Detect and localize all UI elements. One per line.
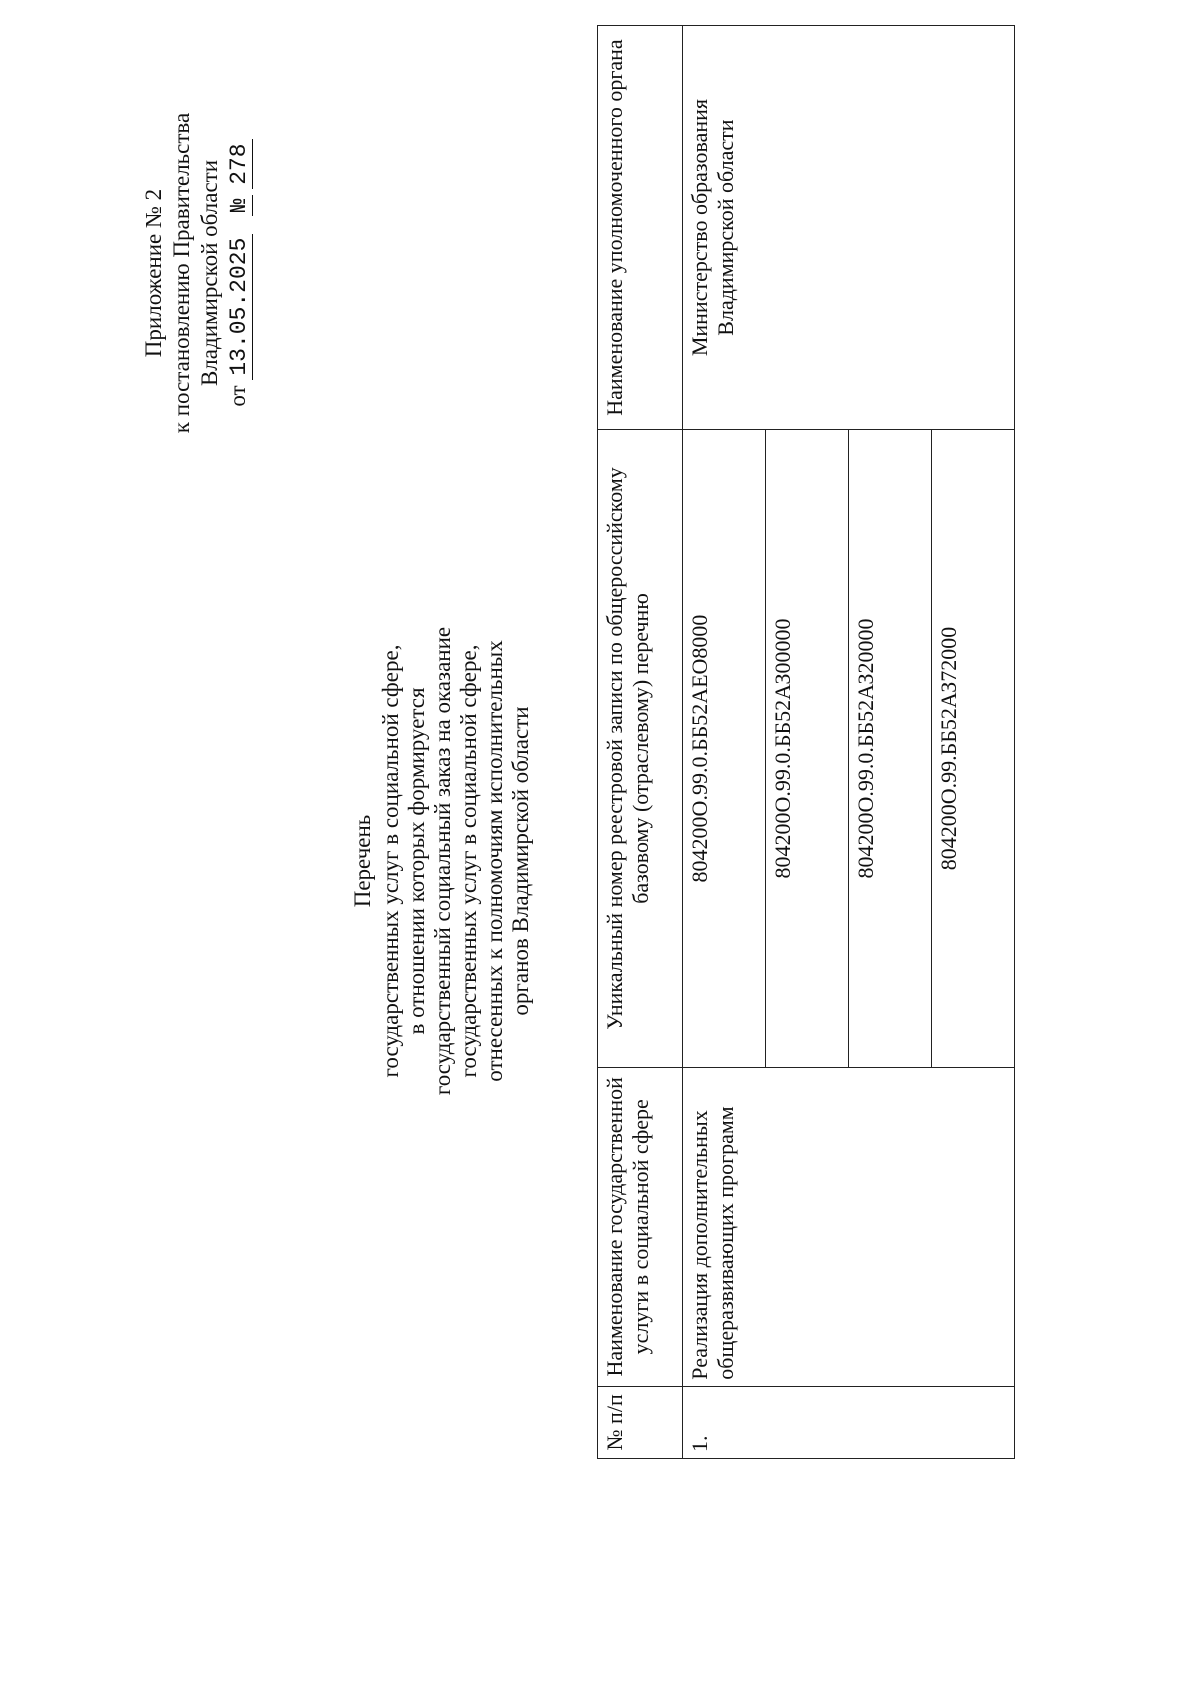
document-heading xyxy=(350,581,534,1141)
header-num: № п/п xyxy=(598,1386,683,1458)
heading-title: Перечень xyxy=(350,814,375,908)
services-table xyxy=(597,25,1015,1459)
header-authority: Наименование уполномоченного органа xyxy=(598,26,683,430)
cell-service: Реализация дополнительных общеразвивающих программ xyxy=(683,1067,1015,1386)
cell-registry-code: 804200О.99.0.ББ52АЗ00000 xyxy=(766,430,849,1068)
heading-line: государственных услуг в социальной сфере, xyxy=(456,644,481,1078)
cell-registry-code: 804200О.99.0.ББ52АЕО8000 xyxy=(683,430,766,1068)
appendix-date-line xyxy=(224,93,253,453)
resolution-number: 278 xyxy=(226,139,253,188)
cell-authority: Министерство образования Владимирской области xyxy=(683,26,1015,430)
heading-line: в отношении которых формируется xyxy=(404,687,429,1035)
table-row xyxy=(683,26,766,1459)
appendix-resolution-line: к постановлению Правительства xyxy=(169,112,194,434)
number-prefix: № xyxy=(226,195,253,217)
heading-line: органов Владимирской области xyxy=(508,706,533,1016)
cell-num: 1. xyxy=(683,1386,1015,1458)
heading-line: государственный социальный заказ на оказание xyxy=(430,626,455,1096)
appendix-title: Приложение № 2 xyxy=(141,188,166,358)
cell-registry-code: 804200О.99.ББ52АЗ72000 xyxy=(932,430,1015,1068)
cell-registry-code: 804200О.99.0.ББ52АЗ20000 xyxy=(849,430,932,1068)
appendix-block xyxy=(140,93,253,453)
header-registry-number: Уникальный номер реестровой записи по общероссийскому базовому (отраслевому) перечню xyxy=(598,430,683,1068)
resolution-date: 13.05.2025 xyxy=(226,234,253,380)
date-prefix: от xyxy=(225,385,250,407)
heading-line: государственных услуг в социальной сфере, xyxy=(378,644,403,1078)
heading-line: отнесенных к полномочиям исполнительных xyxy=(482,640,507,1082)
header-service: Наименование государственной услуги в социальной сфере xyxy=(598,1067,683,1386)
appendix-region-line: Владимирской области xyxy=(197,159,222,387)
table-header-row xyxy=(598,26,683,1459)
